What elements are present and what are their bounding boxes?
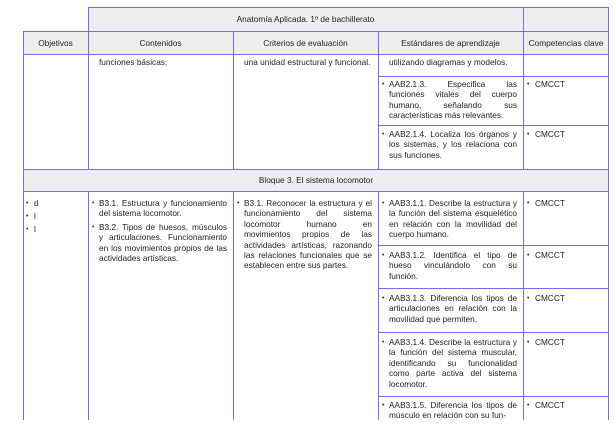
competencia-text: CMCCT (535, 293, 565, 303)
rule (378, 125, 609, 126)
bullet: • (92, 224, 95, 231)
contenido-continued: funciones básicas. (99, 57, 168, 67)
bullet: • (527, 295, 530, 302)
rule (23, 191, 609, 192)
criterio-text: B3.1. Reconocer la estructura y el funcionamiento del sistema locomotor humano en movimientos propios de las actividades artísticas, razonando las relaciones funcionales que se establecen entre sus partes. (244, 198, 372, 271)
bullet: • (92, 200, 95, 207)
bullet: • (527, 402, 530, 409)
objetivo-item: l (34, 224, 36, 234)
estandar-text: AAB3.1.4. Describe la estructura y la función del sistema muscular, identificando su funcionalidad como parte activa del sistema locomotor. (389, 337, 517, 389)
bullet: • (26, 226, 29, 233)
rule (378, 245, 609, 246)
bullet: • (382, 295, 385, 302)
header-estandares: Estándares de aprendizaje (401, 38, 500, 48)
bullet: • (26, 200, 29, 207)
contenido-item: B3.2. Tipos de huesos, músculos y articulaciones. Funcionamiento en los movimientos propios de las actividades artísticas. (99, 222, 227, 264)
rule (523, 7, 524, 169)
bullet: • (382, 252, 385, 259)
header-objetivos: Objetivos (38, 38, 73, 48)
bullet: • (26, 213, 29, 220)
bullet: • (527, 81, 530, 88)
estandar-text: AAB2.1.3. Especifica las funciones vitales del cuerpo humano, señalando sus características más relevantes. (389, 79, 517, 121)
rule (23, 169, 609, 170)
rule (378, 76, 609, 77)
bullet: • (382, 339, 385, 346)
estandar-text: AAB3.1.3. Diferencia los tipos de articulaciones en relación con la movilidad que permiten. (389, 293, 517, 324)
competencia-text: CMCCT (535, 337, 565, 347)
objetivo-item: d (34, 198, 39, 208)
rule (523, 191, 524, 420)
competencia-text: CMCCT (535, 129, 565, 139)
estandar-text: AAB3.1.5. Diferencia los tipos de músculo en relación con su fun- (389, 400, 517, 421)
rule (88, 7, 609, 8)
bullet: • (237, 200, 240, 207)
competencia-text: CMCCT (535, 400, 565, 410)
contenido-item: B3.1. Estructura y funcionamiento del sistema locomotor. (99, 198, 227, 219)
bullet: • (382, 131, 385, 138)
rule (378, 288, 609, 289)
criterio-continued: una unidad estructural y funcional. (244, 57, 371, 67)
bullet: • (527, 339, 530, 346)
rule (88, 191, 89, 420)
competencia-text: CMCCT (535, 79, 565, 89)
objetivo-item: l (34, 211, 36, 221)
header-criterios: Criterios de evaluación (263, 38, 348, 48)
rule (378, 332, 609, 333)
header-competencias: Competencias clave (528, 38, 604, 48)
curriculum-table (23, 7, 609, 420)
rule (378, 191, 379, 420)
bullet: • (382, 81, 385, 88)
rule (23, 54, 609, 55)
rule (23, 31, 24, 420)
table-title: Anatomía Aplicada. 1º de bachillerato (236, 14, 375, 24)
estandar-text: AAB3.1.2. Identifica el tipo de hueso vinculándolo con su función. (389, 250, 517, 281)
rule (88, 7, 89, 169)
rule (23, 31, 609, 32)
estandar-text: AAB2.1.4. Localiza los órganos y los sistemas, y los relaciona con sus funciones. (389, 129, 517, 160)
bullet: • (527, 131, 530, 138)
rule (608, 7, 609, 420)
bullet: • (527, 200, 530, 207)
competencia-text: CMCCT (535, 198, 565, 208)
competencia-text: CMCCT (535, 250, 565, 260)
rule (233, 31, 234, 169)
estandar-continued: utilizando diagramas y modelos. (389, 57, 508, 67)
bullet: • (382, 200, 385, 207)
rule (233, 191, 234, 420)
estandar-text: AAB3.1.1. Describe la estructura y la función del sistema esquelético en relación con la movilidad del cuerpo humano. (389, 198, 517, 240)
rule (378, 31, 379, 169)
rule (378, 396, 609, 397)
header-contenidos: Contenidos (139, 38, 182, 48)
block-title: Bloque 3. El sistema locomotor (258, 175, 374, 185)
bullet: • (382, 402, 385, 409)
bullet: • (527, 252, 530, 259)
